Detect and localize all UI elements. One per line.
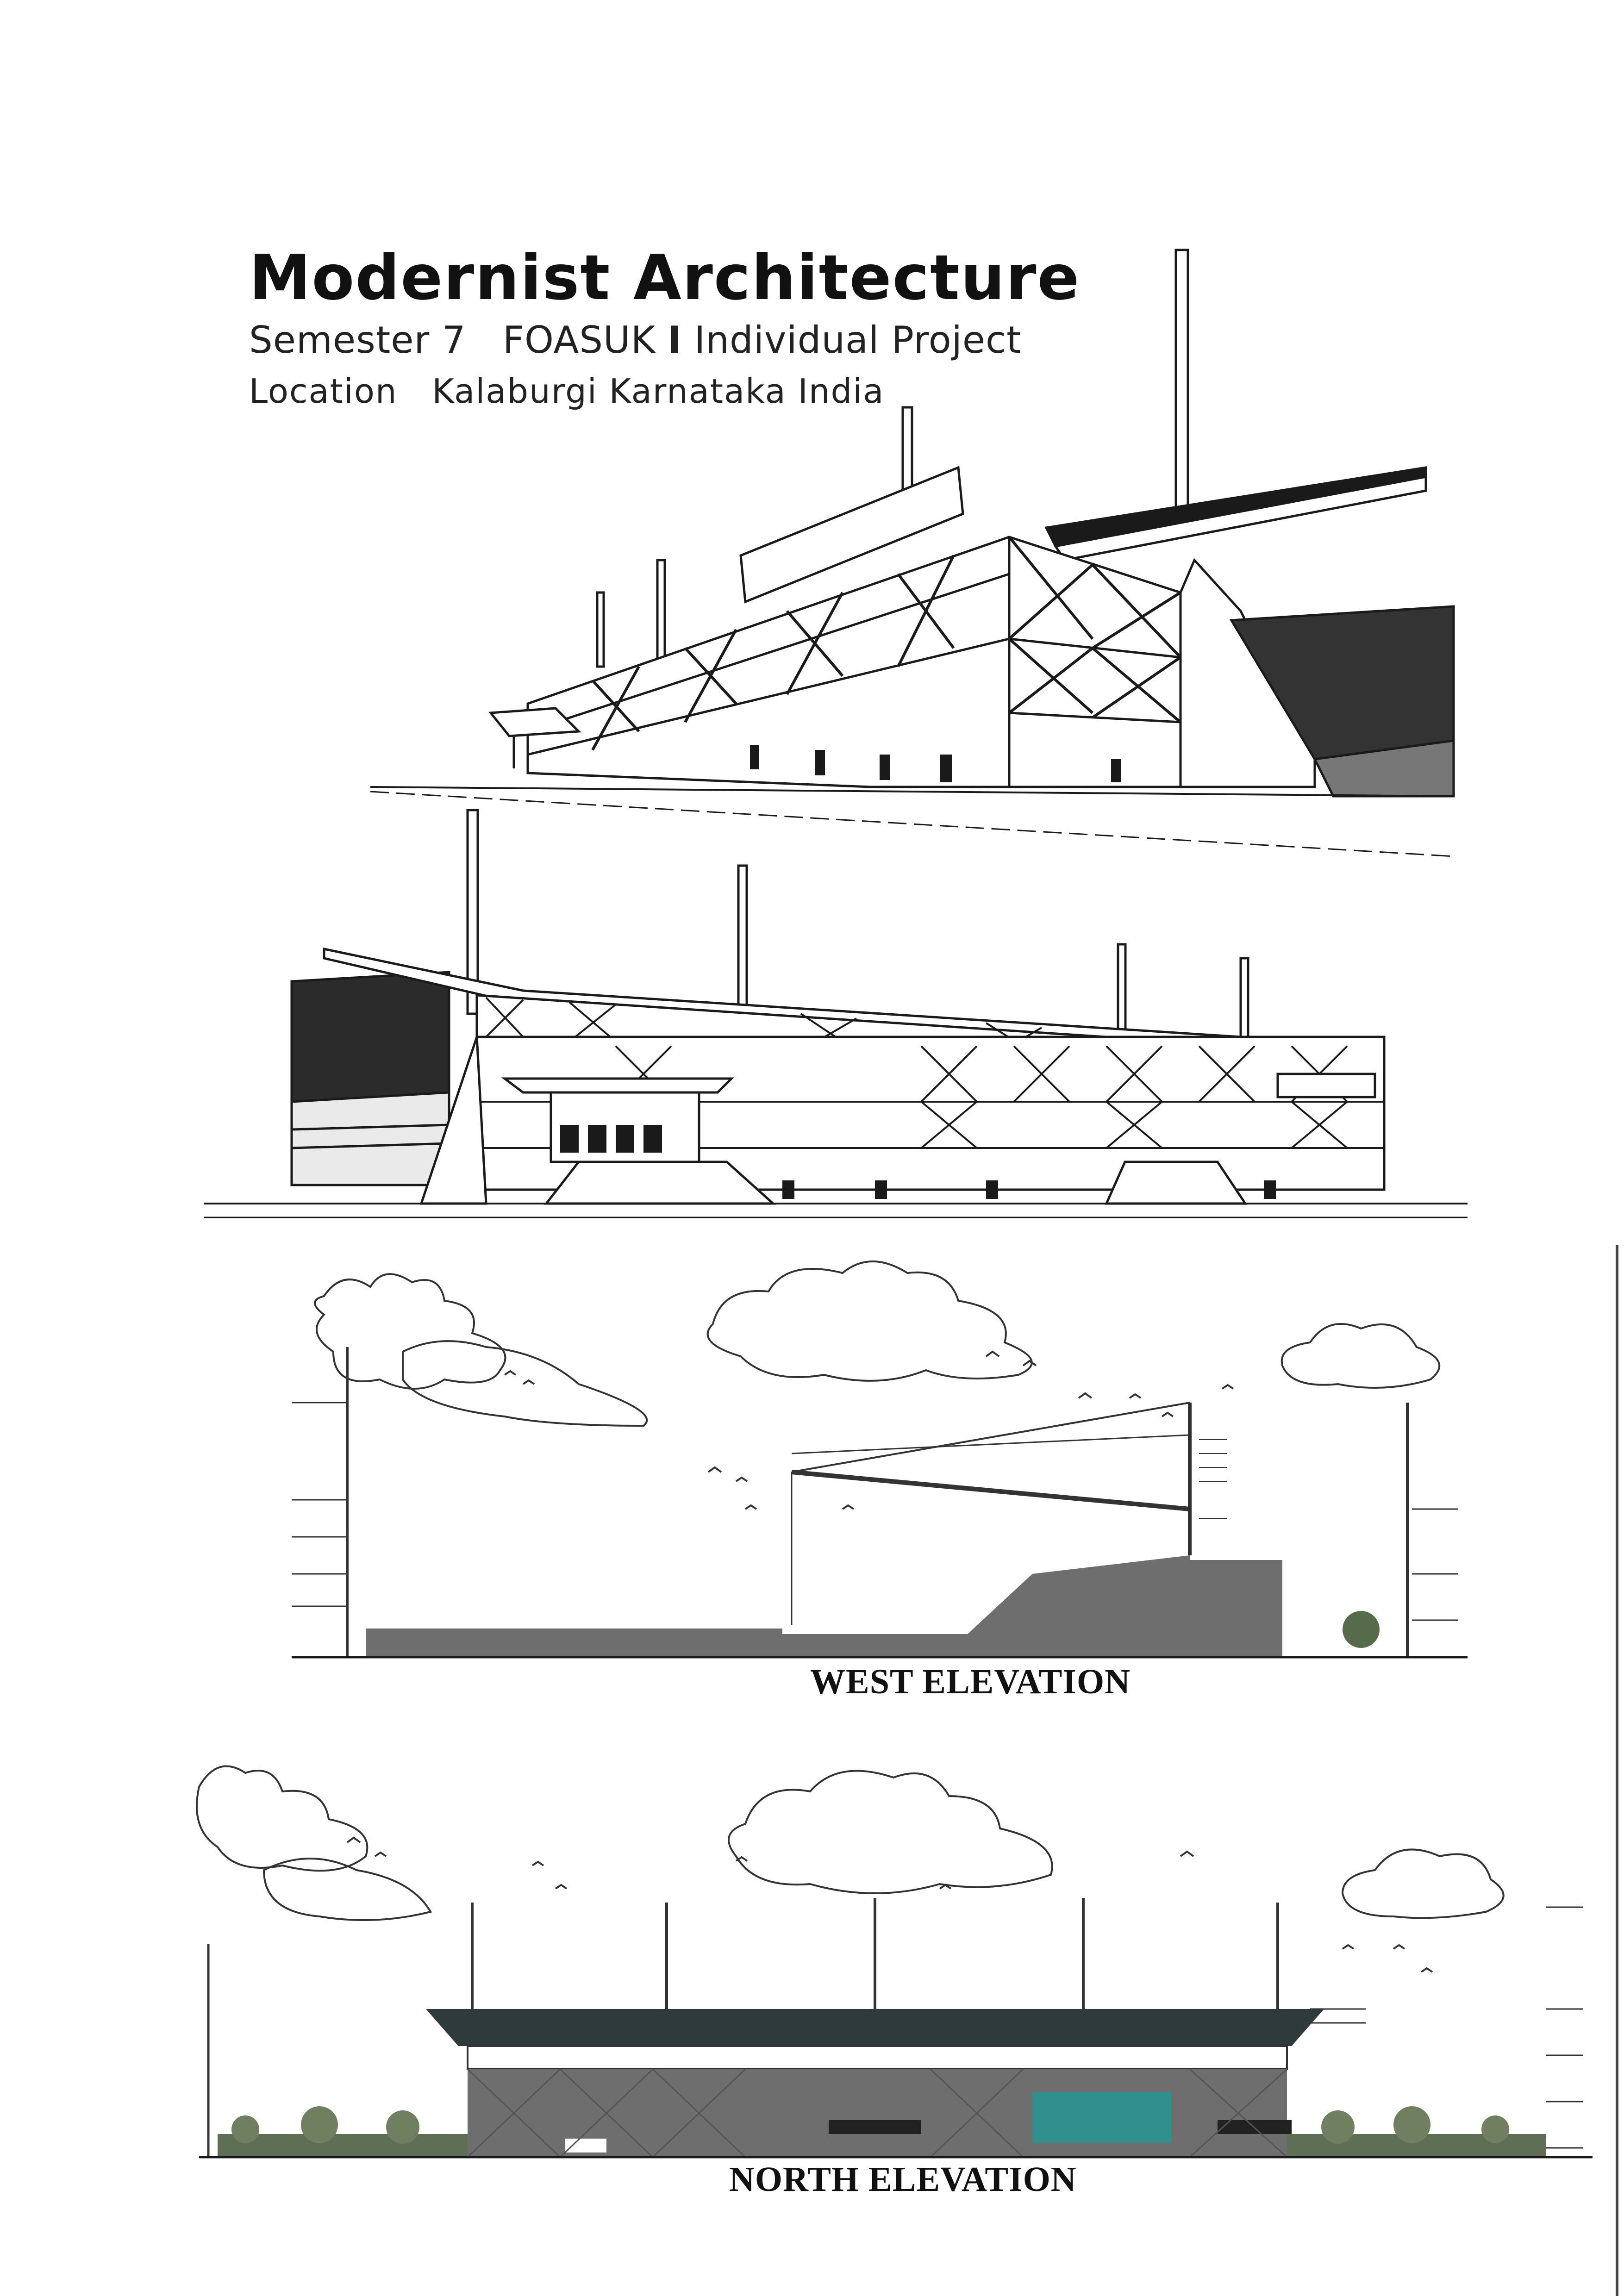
location-text: Kalaburgi Karnataka India <box>432 372 885 411</box>
perspective-view-2 <box>199 805 1468 1231</box>
north-elevation-drawing <box>190 1750 1593 2166</box>
perspective-view-1 <box>361 241 1463 880</box>
west-elevation-drawing <box>282 1250 1468 1666</box>
page-edge-rule <box>1616 1245 1618 2296</box>
project-type-text: Individual Project <box>694 318 1022 362</box>
page-title: Modernist Architecture <box>249 242 1081 314</box>
separator-text: I <box>668 318 682 362</box>
location-label: Location <box>249 372 398 411</box>
semester-text: Semester 7 <box>249 318 466 362</box>
west-elevation-label: WEST ELEVATION <box>810 1662 1131 1701</box>
institute-text: FOASUK <box>502 318 656 362</box>
north-elevation-label: NORTH ELEVATION <box>729 2160 1077 2199</box>
